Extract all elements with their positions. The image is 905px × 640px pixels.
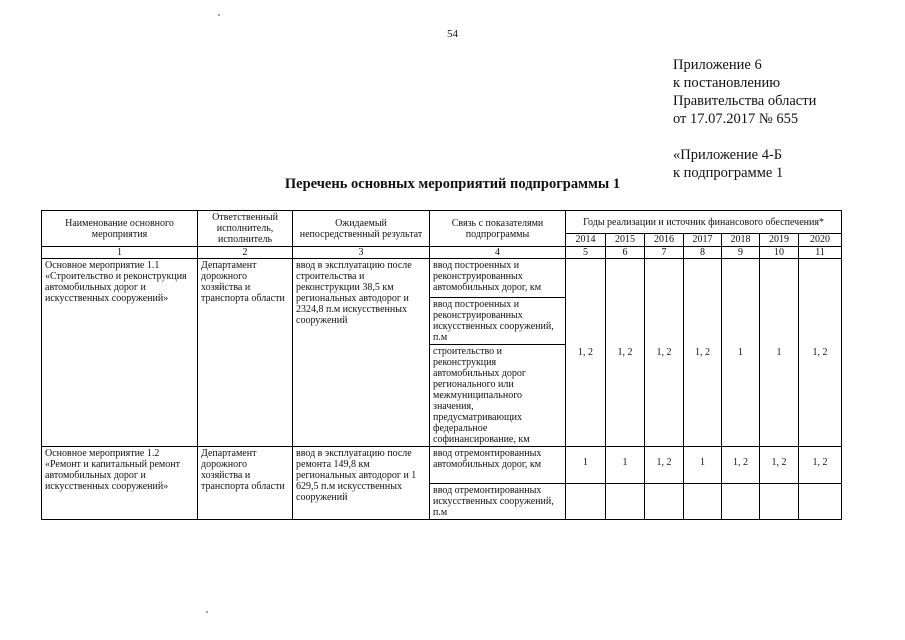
table-row: [42, 259, 842, 298]
measure-indicator: ввод построенных и реконструированных автомобильных дорог, км: [430, 259, 566, 298]
column-number: 11: [799, 247, 842, 259]
appendix-line: к постановлению: [673, 75, 781, 91]
appendix-line: от 17.07.2017 № 655: [673, 111, 799, 127]
appendix-sub-line: к подпрограмме 1: [673, 165, 784, 181]
header-result: Ожидаемый непосредственный результат: [293, 211, 430, 247]
measure-indicator: ввод построенных и реконструированных искусственных сооружений, п.м: [430, 298, 566, 345]
measure-executor: Департамент дорожного хозяйства и транспорта области: [198, 447, 293, 520]
source-cell: 1, 2: [799, 259, 842, 447]
column-number: 8: [684, 247, 722, 259]
source-cell: 1, 2: [760, 447, 799, 484]
appendix-line: Правительства области: [673, 93, 817, 109]
header-years: Годы реализации и источник финансового обеспечения*: [566, 211, 842, 234]
source-cell: 1, 2: [722, 447, 760, 484]
source-cell: 1, 2: [799, 447, 842, 484]
year-cell: 2020: [799, 234, 842, 247]
column-number: 10: [760, 247, 799, 259]
measure-result: ввод в эксплуатацию после строительства и реконструкции 38,5 км региональных автодорог и 2324,8 п.м искусственных сооружений: [293, 259, 430, 447]
year-cell: 2019: [760, 234, 799, 247]
document-title: Перечень основных мероприятий подпрограммы 1: [284, 176, 621, 192]
column-number: 9: [722, 247, 760, 259]
year-cell: 2014: [566, 234, 606, 247]
source-cell: 1: [722, 259, 760, 447]
year-cell: 2017: [684, 234, 722, 247]
source-cell: 1, 2: [566, 259, 606, 447]
source-cell: 1, 2: [645, 447, 684, 484]
measure-name: Основное мероприятие 1.1 «Строительство и реконструкция автомобильных дорог и искусственных сооружений»: [42, 259, 198, 447]
measure-name: Основное мероприятие 1.2 «Ремонт и капитальный ремонт автомобильных дорог и искусственных сооружений»: [42, 447, 198, 520]
column-number: 7: [645, 247, 684, 259]
source-cell: 1, 2: [606, 259, 645, 447]
source-cell: 1: [566, 447, 606, 484]
measure-executor: Департамент дорожного хозяйства и транспорта области: [198, 259, 293, 447]
source-cell: 1: [606, 447, 645, 484]
appendix-block: [673, 56, 816, 182]
year-cell: 2016: [645, 234, 684, 247]
column-number-row: [42, 247, 842, 259]
year-cell: 2018: [722, 234, 760, 247]
table-header-row: [42, 211, 842, 234]
column-number: 6: [606, 247, 645, 259]
measure-indicator: ввод отремонтированных автомобильных дорог, км: [430, 447, 566, 484]
measure-result: ввод в эксплуатацию после ремонта 149,8 км региональных автодорог и 1 629,5 п.м искусственных сооружений: [293, 447, 430, 520]
column-number: 3: [293, 247, 430, 259]
measure-indicator: строительство и реконструкция автомобильных дорог регионального или межмуниципального значения, предусматривающих федеральное софинансирование, км: [430, 345, 566, 447]
column-number: 4: [430, 247, 566, 259]
source-cell: 1: [760, 259, 799, 447]
table-row: [42, 447, 842, 484]
header-name: Наименование основного мероприятия: [42, 211, 198, 247]
column-number: 5: [566, 247, 606, 259]
measure-indicator: ввод отремонтированных искусственных сооружений, п.м: [430, 484, 566, 520]
column-number: 2: [198, 247, 293, 259]
column-number: 1: [42, 247, 198, 259]
page-number: 54: [447, 28, 458, 40]
year-cell: 2015: [606, 234, 645, 247]
appendix-sub-line: «Приложение 4-Б: [673, 147, 783, 163]
source-cell: 1, 2: [684, 259, 722, 447]
header-link: Связь с показателями подпрограммы: [430, 211, 566, 247]
source-cell: 1, 2: [645, 259, 684, 447]
header-executor: Ответственный исполнитель, исполнитель: [198, 211, 293, 247]
source-cell: 1: [684, 447, 722, 484]
measures-table: [41, 210, 842, 520]
appendix-line: Приложение 6: [673, 57, 762, 73]
